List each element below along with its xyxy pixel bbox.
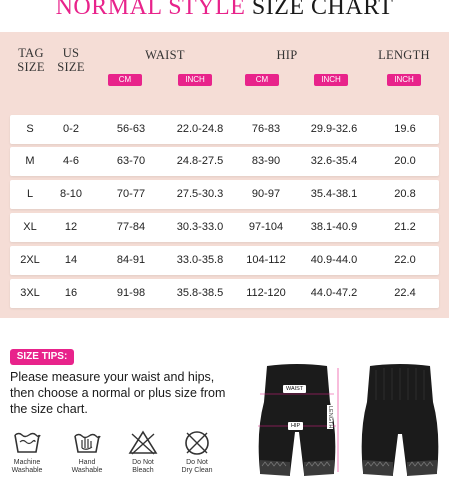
care-hand-wash xyxy=(60,430,114,475)
cell-us-size: 16 xyxy=(64,287,78,299)
unit-hip-cm: CM xyxy=(245,74,279,86)
cell-hip-inch: 29.9-32.6 xyxy=(310,123,358,135)
cell-tag-size: 2XL xyxy=(20,254,40,266)
do-not-dry-clean-icon xyxy=(182,430,212,456)
cell-waist-cm: 63-70 xyxy=(116,155,146,167)
garment-back-image xyxy=(356,362,444,488)
cell-hip-cm: 76-83 xyxy=(251,123,281,135)
table-row xyxy=(10,147,439,176)
unit-hip-inch: INCH xyxy=(314,74,348,86)
size-tips-text: Please measure your waist and hips, then choose a normal or plus size from the size chart. xyxy=(10,370,226,416)
header-hip: HIP xyxy=(276,48,298,62)
cell-tag-size: L xyxy=(26,188,34,200)
cell-hip-cm: 83-90 xyxy=(251,155,281,167)
table-row xyxy=(10,180,439,209)
cell-us-size: 14 xyxy=(64,254,78,266)
title-rest: SIZE CHART xyxy=(251,0,394,20)
cell-length-inch: 22.4 xyxy=(394,287,416,299)
cell-hip-inch: 32.6-35.4 xyxy=(310,155,358,167)
care-do-not-dry-clean xyxy=(170,430,224,475)
care-label: Hand Washable xyxy=(71,459,103,474)
cell-hip-cm: 97-104 xyxy=(248,221,284,233)
cell-us-size: 0-2 xyxy=(63,123,79,135)
cell-waist-inch: 27.5-30.3 xyxy=(176,188,224,200)
cell-length-inch: 21.2 xyxy=(394,221,416,233)
cell-hip-cm: 112-120 xyxy=(246,287,286,299)
care-do-not-bleach xyxy=(116,430,170,475)
cell-length-inch: 20.8 xyxy=(394,188,416,200)
page-title xyxy=(0,0,449,21)
machine-wash-icon xyxy=(12,430,42,456)
length-tag: LENGTH xyxy=(327,406,333,429)
care-label: Do Not Dry Clean xyxy=(181,459,213,474)
title-accent: NORMAL STYLE xyxy=(55,0,246,20)
header-us-size: US SIZE xyxy=(57,46,85,74)
cell-tag-size: S xyxy=(26,123,34,135)
cell-waist-cm: 84-91 xyxy=(116,254,146,266)
table-body xyxy=(0,90,449,318)
waist-tag: WAIST xyxy=(283,385,306,393)
unit-length-inch: INCH xyxy=(387,74,421,86)
cell-waist-cm: 56-63 xyxy=(116,123,146,135)
cell-hip-cm: 104-112 xyxy=(246,254,286,266)
table-row xyxy=(10,279,439,308)
cell-length-inch: 20.0 xyxy=(394,155,416,167)
cell-hip-inch: 38.1-40.9 xyxy=(310,221,358,233)
hand-wash-icon xyxy=(72,430,102,456)
cell-waist-cm: 70-77 xyxy=(116,188,146,200)
header-tag-size: TAG SIZE xyxy=(17,46,45,74)
care-machine-wash xyxy=(0,430,54,475)
hip-tag: HIP xyxy=(288,422,303,430)
cell-waist-inch: 22.0-24.8 xyxy=(176,123,224,135)
size-tips-badge: SIZE TIPS: xyxy=(10,349,74,365)
do-not-bleach-icon xyxy=(128,430,158,456)
table-row xyxy=(10,246,439,275)
care-label: Machine Washable xyxy=(11,459,43,474)
header-waist: WAIST xyxy=(145,48,185,62)
unit-waist-inch: INCH xyxy=(178,74,212,86)
cell-waist-inch: 24.8-27.5 xyxy=(176,155,224,167)
unit-waist-cm: CM xyxy=(108,74,142,86)
cell-waist-inch: 33.0-35.8 xyxy=(176,254,224,266)
cell-hip-cm: 90-97 xyxy=(251,188,281,200)
cell-hip-inch: 35.4-38.1 xyxy=(310,188,358,200)
cell-length-inch: 19.6 xyxy=(394,123,416,135)
cell-hip-inch: 44.0-47.2 xyxy=(310,287,358,299)
cell-waist-inch: 35.8-38.5 xyxy=(176,287,224,299)
cell-us-size: 12 xyxy=(64,221,78,233)
cell-us-size: 8-10 xyxy=(59,188,83,200)
cell-tag-size: XL xyxy=(23,221,37,233)
header-length: LENGTH xyxy=(378,48,430,62)
cell-hip-inch: 40.9-44.0 xyxy=(310,254,358,266)
cell-length-inch: 22.0 xyxy=(394,254,416,266)
cell-tag-size: 3XL xyxy=(20,287,40,299)
cell-waist-inch: 30.3-33.0 xyxy=(176,221,224,233)
table-row xyxy=(10,213,439,242)
cell-tag-size: M xyxy=(25,155,35,167)
table-header xyxy=(0,32,449,90)
cell-waist-cm: 91-98 xyxy=(116,287,146,299)
care-label: Do Not Bleach xyxy=(132,459,154,474)
cell-us-size: 4-6 xyxy=(63,155,79,167)
cell-waist-cm: 77-84 xyxy=(116,221,146,233)
table-row xyxy=(10,115,439,144)
